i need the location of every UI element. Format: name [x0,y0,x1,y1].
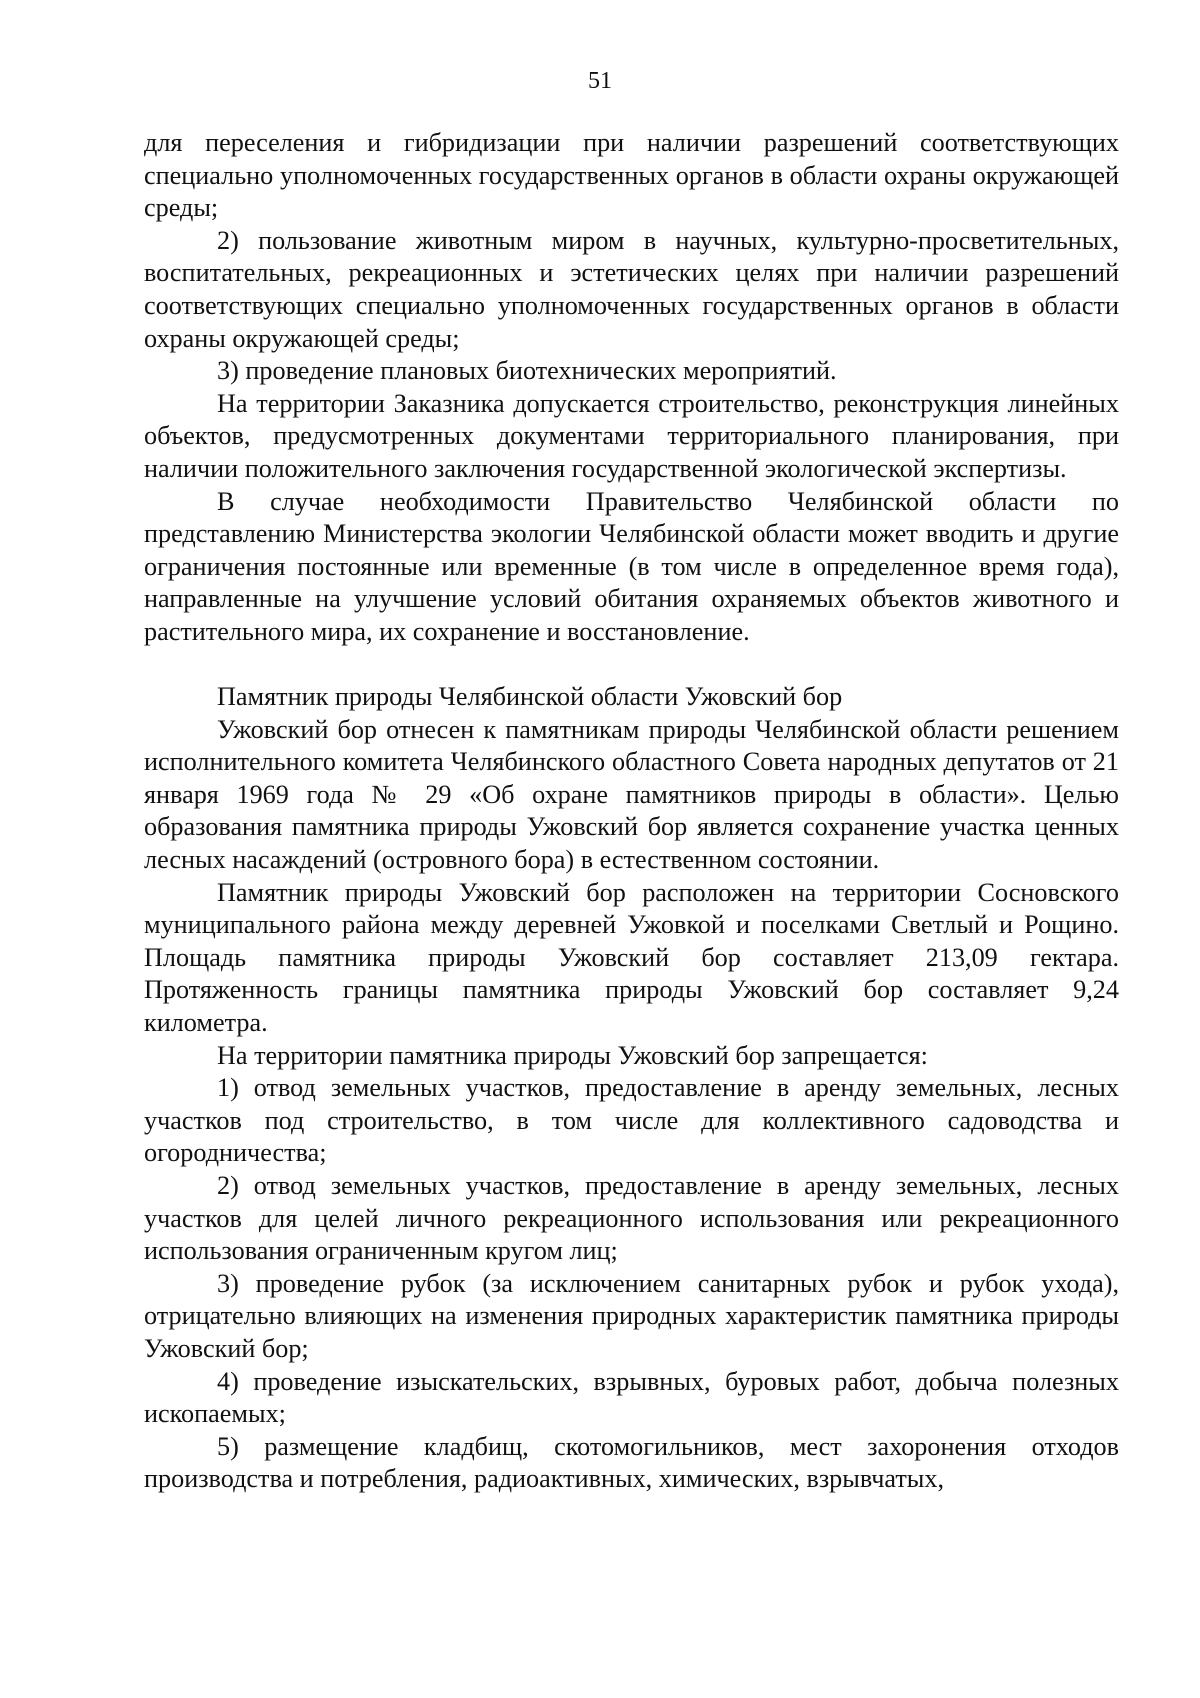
document-body [144,127,1119,1496]
paragraph-continuation: для переселения и гибридизации при наличии разрешений соответствующих специально уполномоченных государственных органов в области охраны окружающей среды; [144,128,1119,223]
paragraph-designation: Ужовский бор отнесен к памятникам природы Челябинской области решением исполнительного комитета Челябинского областного Совета народных депутатов от 21 января 1969 года № 29 «Об охране памятников природы в области». Целью образования памятника природы Ужовский бор является сохранение участка ценных лесных насаждений (островного бора) в естественном состоянии. [144,714,1119,875]
paragraph-restrictions: В случае необходимости Правительство Челябинской области по представлению Министерства экологии Челябинской области может вводить и другие ограничения постоянные или временные (в том числе в определенное время года), направленные на улучшение условий обитания охраняемых объектов животного и растительного мира, их сохранение и восстановление. [144,486,1119,646]
paragraph-prohibition-2: 2) отвод земельных участков, предоставление в аренду земельных, лесных участков для целей личного рекреационного использования или рекреационного использования ограниченным кругом лиц; [144,1171,1119,1266]
paragraph-construction: На территории Заказника допускается строительство, реконструкция линейных объектов, предусмотренных документами территориального планирования, при наличии положительного заключения государственной экологической экспертизы. [144,388,1119,483]
paragraph-item-2: 2) пользование животным миром в научных, культурно-просветительных, воспитательных, рекреационных и эстетических целях при наличии разрешений соответствующих специально уполномоченных государственных органов в области охраны окружающей среды; [144,225,1119,353]
section-heading: Памятник природы Челябинской области Ужовский бор [217,682,843,712]
paragraph-prohibition-5: 5) размещение кладбищ, скотомогильников, мест захоронения отходов производства и потребления, радиоактивных, химических, взрывчатых, [144,1431,1119,1494]
paragraph-item-3: 3) проведение плановых биотехнических мероприятий. [217,356,837,386]
paragraph-prohibition-4: 4) проведение изыскательских, взрывных, буровых работ, добыча полезных ископаемых; [144,1366,1119,1429]
paragraph-location: Памятник природы Ужовский бор расположен на территории Сосновского муниципального района между деревней Ужовкой и поселками Светлый и Рощино. Площадь памятника природы Ужовский бор составляет 213,09 гектара. Протяженность границы памятника природы Ужовский бор составляет 9,24 километра. [144,877,1119,1038]
paragraph-prohibition-3: 3) проведение рубок (за исключением санитарных рубок и рубок ухода), отрицательно влияющих на изменения природных характеристик памятника природы Ужовский бор; [144,1268,1119,1363]
paragraph-prohibitions-intro: На территории памятника природы Ужовский бор запрещается: [217,1040,928,1070]
paragraph-prohibition-1: 1) отвод земельных участков, предоставление в аренду земельных, лесных участков под строительство, в том числе для коллективного садоводства и огородничества; [144,1073,1119,1168]
section-gap [144,649,1119,682]
page-number: 51 [588,68,612,94]
